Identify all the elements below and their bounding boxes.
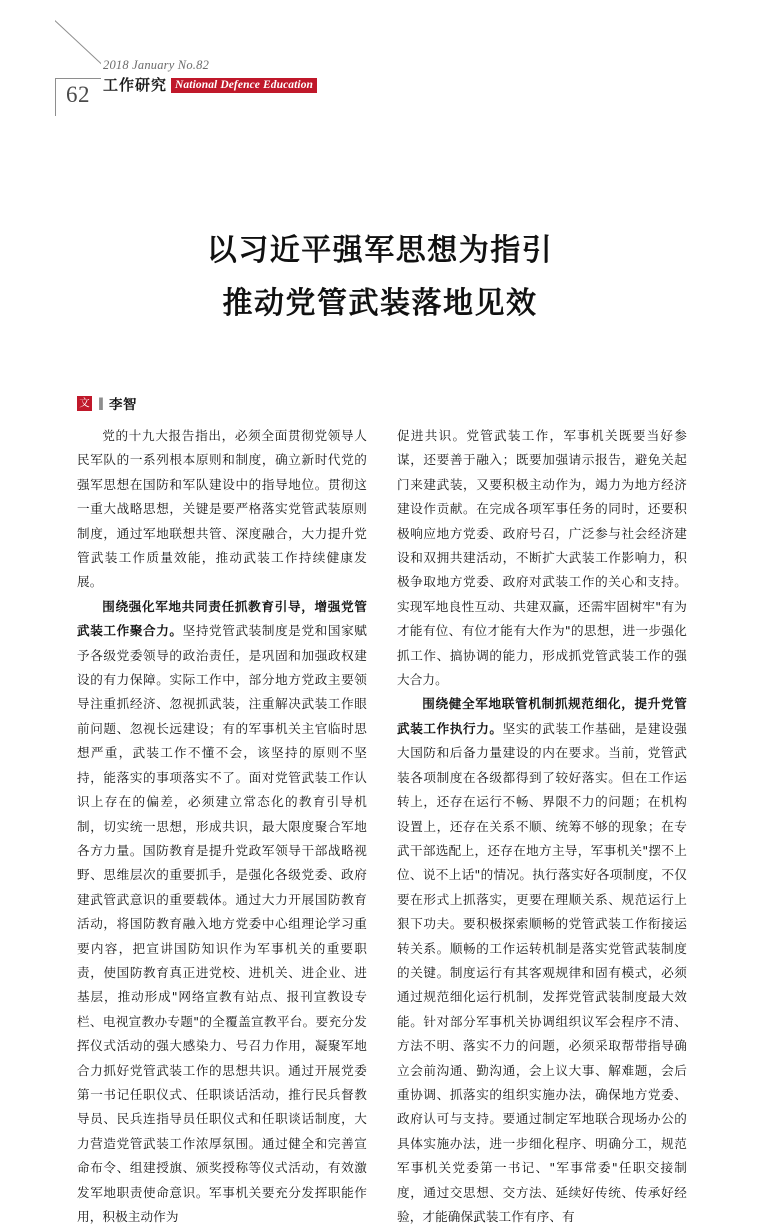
title-line-2: 推动党管武装落地见效 — [222, 286, 538, 321]
corner-fold-decoration — [55, 20, 101, 66]
byline-badge-icon: 文 — [77, 396, 92, 411]
journal-title-en: National Defence Education — [171, 78, 317, 93]
journal-masthead — [103, 78, 317, 93]
issue-line: 2018 January No.82 — [103, 58, 210, 72]
paragraph-2-heading: 围绕强化军地共同责任抓教育引导，增强党管武装工作聚合力。 — [77, 598, 367, 639]
journal-title-cn: 工作研究 — [103, 76, 168, 95]
paragraph-4-heading: 围绕健全军地联管机制抓规范细化，提升党管武装工作执行力。 — [397, 696, 687, 736]
paragraph-2 — [77, 595, 367, 1229]
paragraph-4-text: 坚实的武装工作基础，是建设强大国防和后备力量建设的内在要求。当前，党管武装各项制度在各级都得到了较好落实。但在工作运转上，还存在运行不畅、界限不力的问题；在机构设置上，还存在关系不顺、统筹不够的现象；在专武干部选配上，还存在地方主导，军事机关"摆不上位、说不上话"的情况。执行落实好各项制度，不仅要在形式上抓落实，更要在理顺关系、规范运行上狠下功夫。要积极探索顺畅的党管武装工作衔接运转关系。顺畅的工作运转机制是落实党管武装制度的关键。制度运行有其客观规律和固有模式，必须通过规范细化运行机制，发挥党管武装制度最大效能。针对部分军事机关协调组织议军会程序不清、方法不明、落实不力的问题，必须采取帮带指导确立会前沟通、勤沟通，会上议大事、解难题，会后重协调、抓落实的组织实施办法，确保地方党委、政府认可与支持。要通过制定军地联合现场办公的具体实施办法，进一步细化程序、明确分工，规范军事机关党委第一书记、"军事常委"任职交接制度，通过交思想、交方法、延续好传统、传承好经验，才能确保武装工作有序、有 — [397, 720, 687, 1224]
paragraph-2-text: 坚持党管武装制度是党和国家赋予各级党委领导的政治责任，是巩固和加强政权建设的有力保障。实际工作中，部分地方党政主要领导注重抓经济、忽视抓武装，注重解决武装工作眼前问题、忽视长远建设；有的军事机关主官临时思想严重，武装工作不懂不会，该坚持的原则不坚持，能落实的事项落实不了。面对党管武装工作认识上存在的偏差，必须建立常态化的教育引导机制，切实统一思想，形成共识，最大限度聚合军地各方力量。国防教育是提升党政军领导干部战略视野、思维层次的重要抓手，是强化各级党委、政府建武管武意识的重要载体。通过大力开展国防教育活动，将国防教育融入地方党委中心组理论学习重要内容，把宣讲国防知识作为军事机关的重要职责，使国防教育真正进党校、进机关、进企业、进基层，推动形成"网络宣教有站点、报刊宣教设专栏、电视宣教办专题"的全覆盖宣教平台。要充分发挥仪式活动的强大感染力、号召力作用，凝聚军地合力抓好党管武装工作的思想共识。通过开展党委第一书记任职仪式、任职谈话活动，推行民兵督教导员、民兵连指导员任职仪式和任职谈话制度，大力营造党管武装工作浓厚氛围。通过健全和完善宣命布令、组建授旗、颁奖授称等仪式活动，有效激发军地职责使命意识。军事机关要充分发挥职能作用，积极主动作为 — [77, 623, 367, 1224]
byline-author: 李智 — [109, 397, 137, 413]
paragraph-3: 促进共识。党管武装工作，军事机关既要当好参谋，还要善于融入；既要加强请示报告，避免关起门来建武装，又要积极主动作为，竭力为地方经济建设作贡献。在完成各项军事任务的同时，还要积极响应地方党委、政府号召，广泛参与社会经济建设和双拥共建活动，不断扩大武装工作影响力，积极争取地方党委、政府对武装工作的关心和支持。实现军地良性互动、共建双赢，还需牢固树牢"有为才能有位、有位才能有大作为"的思想，进一步强化抓工作、搞协调的能力，形成抓党管武装工作的强大合力。 — [397, 428, 687, 688]
byline-separator: ‖ — [98, 396, 104, 410]
page-number: 62 — [66, 82, 90, 107]
page-number-box — [55, 78, 101, 114]
paragraph-4 — [397, 692, 687, 1229]
paragraph-1: 党的十九大报告指出，必须全面贯彻党领导人民军队的一系列根本原则和制度，确立新时代党的强军思想在国防和军队建设中的指导地位。贯彻这一重大战略思想，关键是要严格落实党管武装原则制度，通过军地联想共管、深度融合，大力提升党管武装工作质量效能，推动武装工作持续健康发展。 — [77, 428, 367, 590]
right-column — [397, 424, 687, 1229]
byline — [77, 395, 137, 411]
article-body — [77, 424, 687, 1229]
left-column — [77, 424, 367, 1229]
page-header — [0, 0, 760, 120]
article-title — [0, 228, 760, 326]
title-line-1: 以习近平强军思想为指引 — [206, 233, 554, 268]
